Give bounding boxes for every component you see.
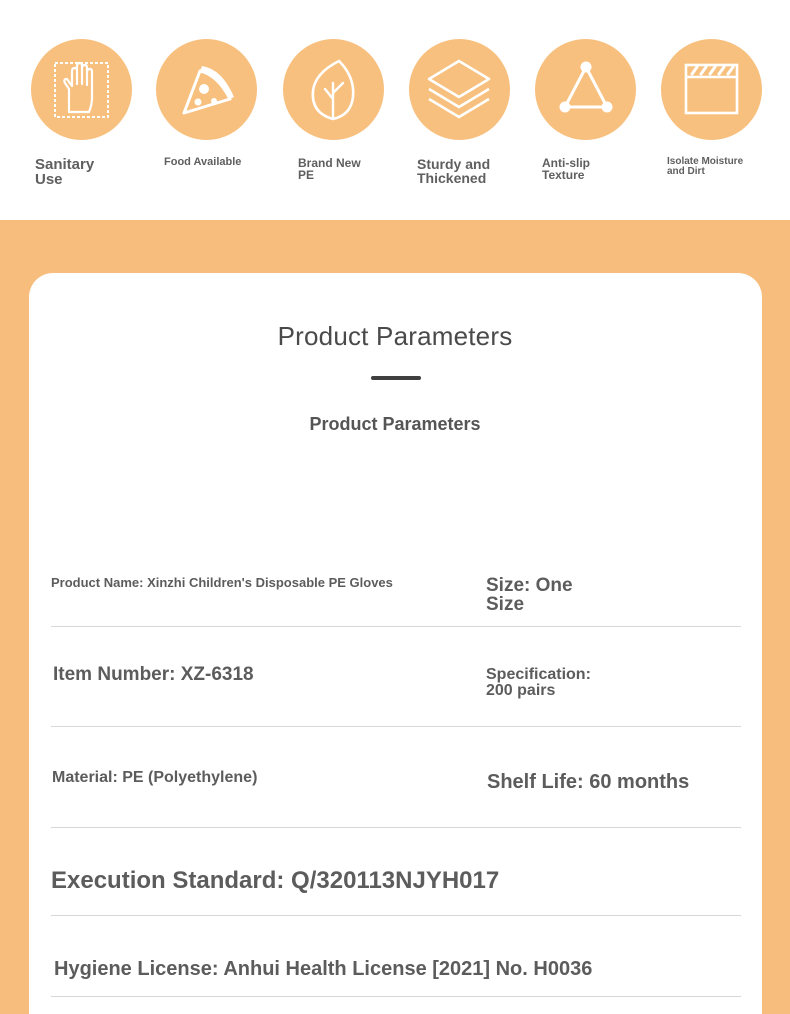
param-shelf-life: Shelf Life: 60 months [487, 771, 690, 793]
row-divider [51, 726, 741, 727]
param-hygiene-license: Hygiene License: Anhui Health License [2021] No. H0036 [54, 958, 593, 980]
row-divider [51, 915, 741, 916]
row-divider [51, 827, 741, 828]
pizza-slice-icon [156, 39, 257, 140]
glove-icon [31, 39, 132, 140]
feature-sturdy-thickened [409, 39, 511, 199]
feature-label: Isolate Moisture and Dirt [667, 156, 744, 177]
feature-isolate-moisture [661, 39, 763, 199]
section-subtitle: Product Parameters [309, 414, 481, 434]
row-divider [51, 996, 741, 997]
layers-icon [409, 39, 510, 140]
feature-sanitary-use [31, 39, 133, 199]
param-item-number: Item Number: XZ-6318 [53, 664, 254, 685]
feature-label: Brand New PE [298, 156, 361, 182]
feature-label: Sturdy and Thickened [417, 156, 491, 186]
feature-brand-new-pe [283, 39, 385, 199]
title-underline [371, 376, 421, 380]
feature-label: Anti-slip Texture [542, 156, 590, 182]
section-title: Product Parameters [277, 321, 513, 351]
parameters-card [29, 273, 762, 1014]
feature-label: Food Available [164, 156, 242, 168]
triangle-molecule-icon [535, 39, 636, 140]
feature-anti-slip [535, 39, 637, 199]
leaf-icon [283, 39, 384, 140]
feature-strip [0, 0, 790, 220]
feature-label: Sanitary Use [35, 156, 95, 188]
row-divider [51, 626, 741, 627]
param-size: Size: One Size [486, 575, 573, 615]
feature-food-available [156, 39, 258, 199]
param-specification: Specification: 200 pairs [486, 666, 591, 699]
param-execution-standard: Execution Standard: Q/320113NJYH017 [51, 867, 500, 894]
param-material: Material: PE (Polyethylene) [52, 769, 258, 786]
film-box-icon [661, 39, 762, 140]
param-product-name: Product Name: Xinzhi Children's Disposable PE Gloves [51, 575, 393, 590]
